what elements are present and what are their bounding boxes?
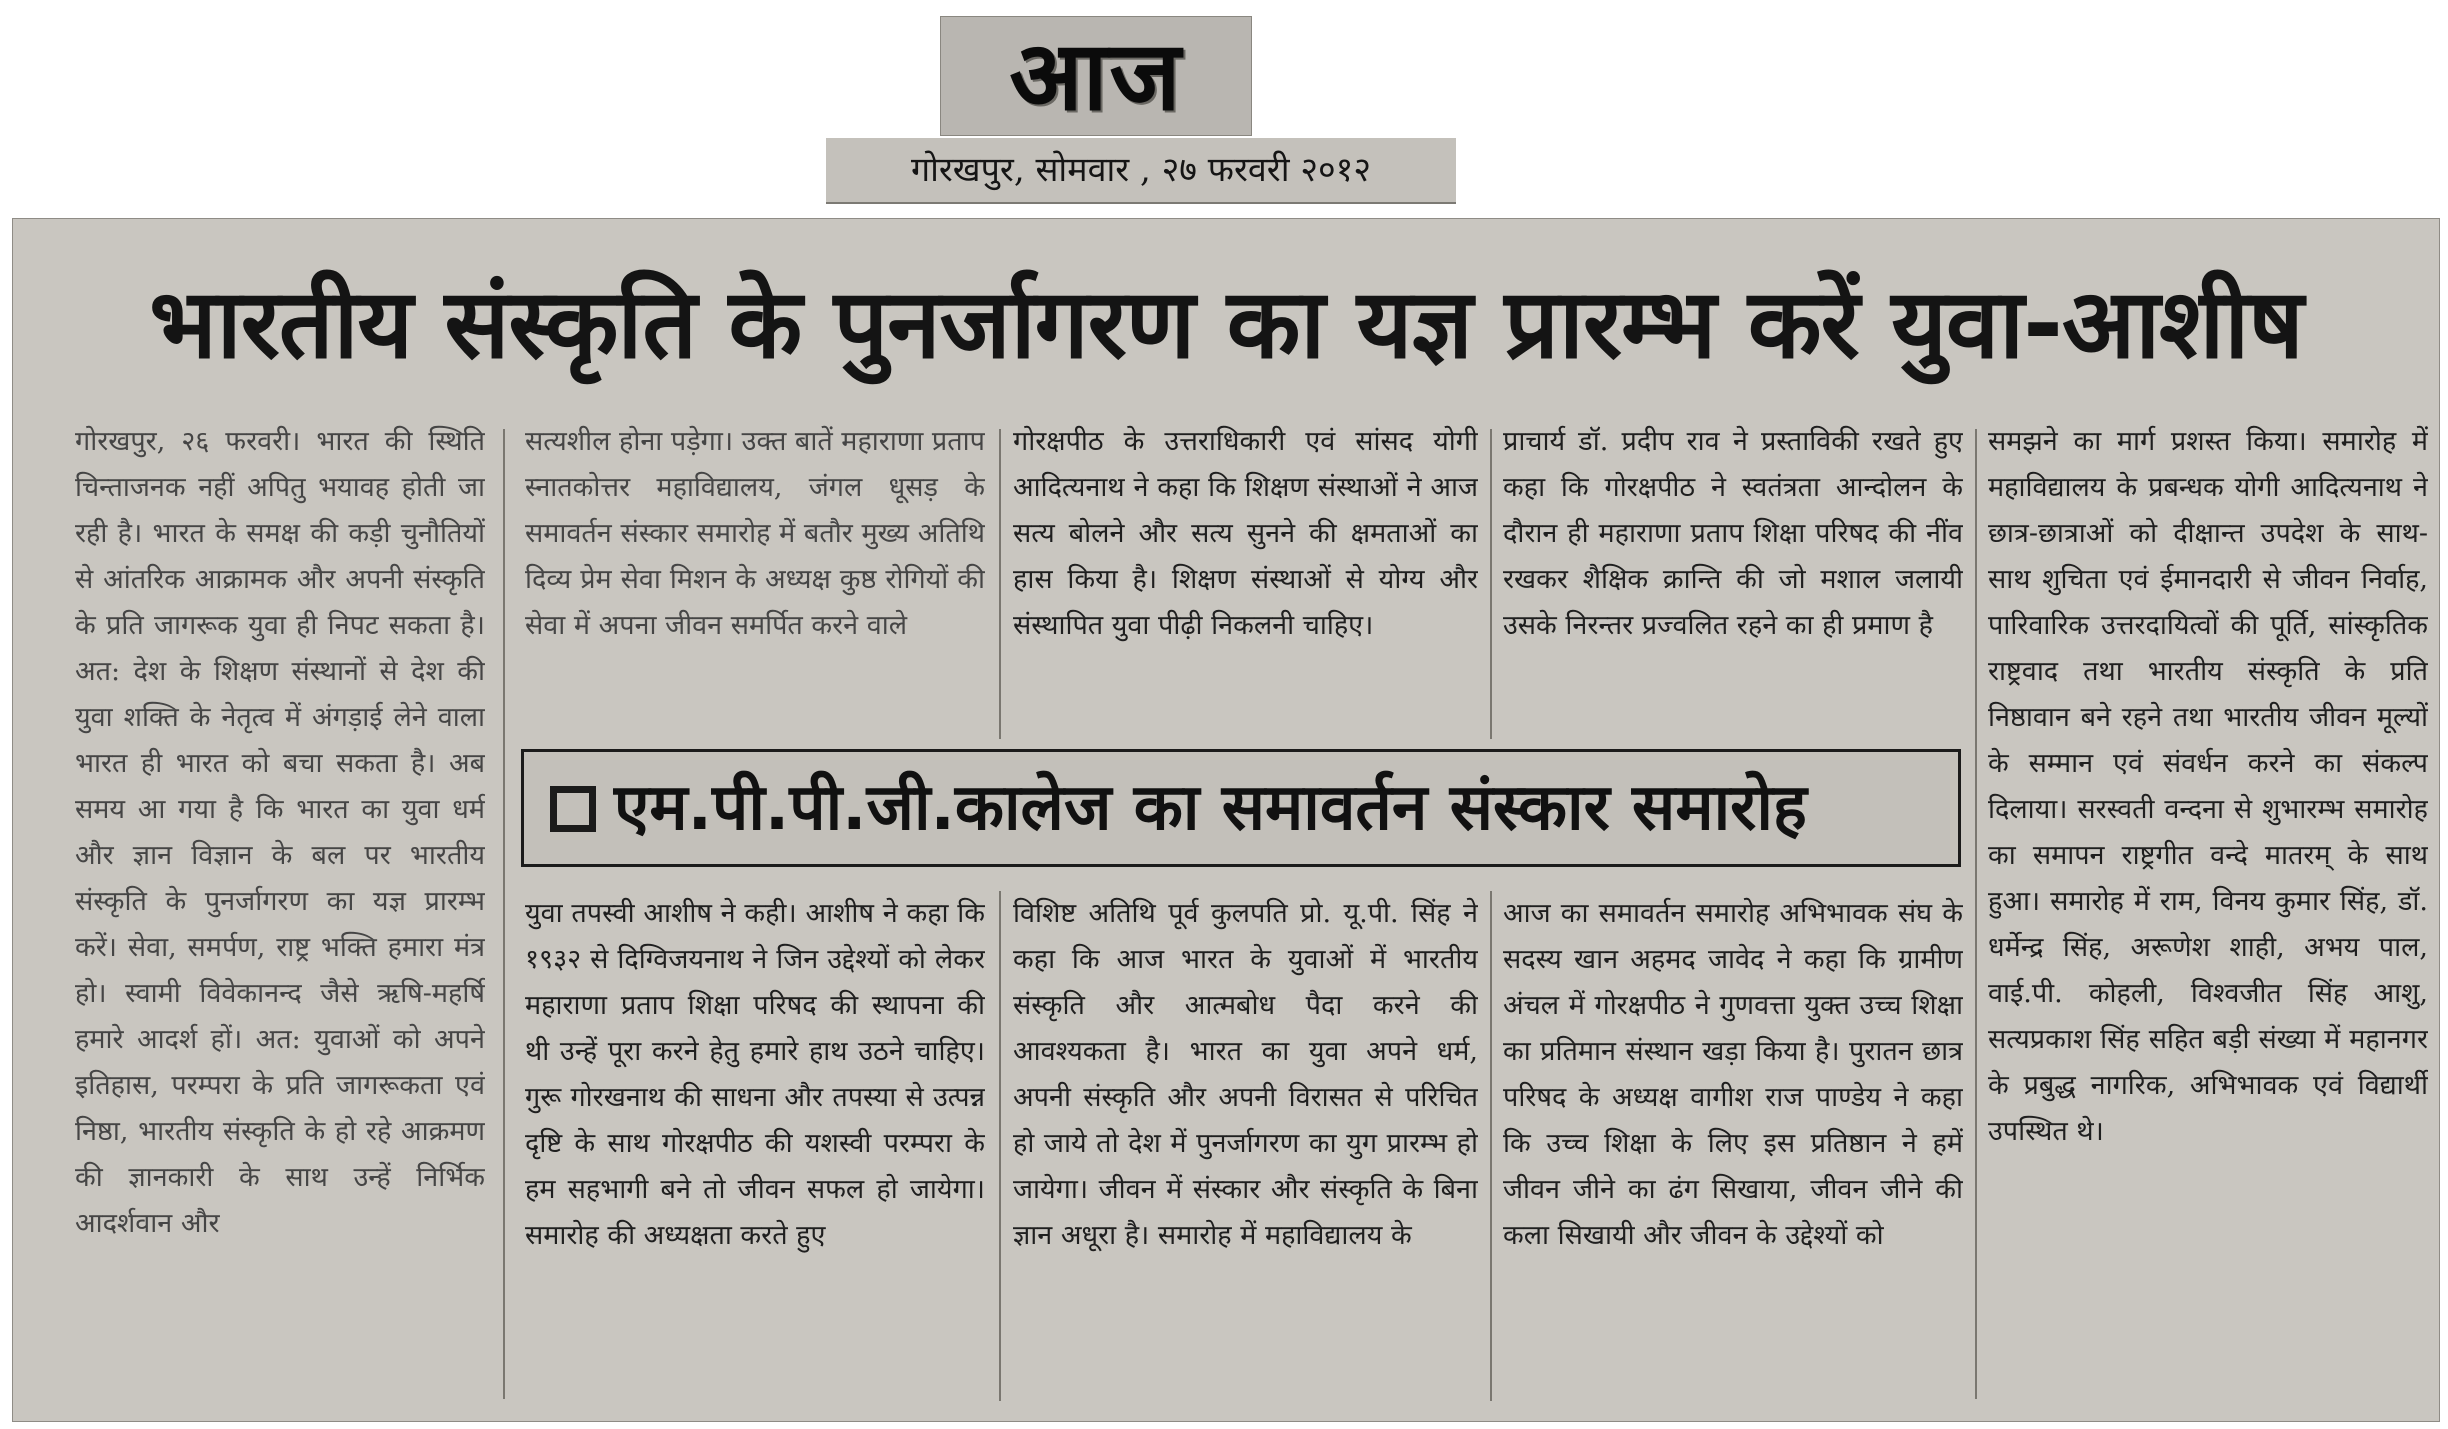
column-divider bbox=[1490, 429, 1492, 739]
subheadline-box bbox=[521, 749, 1961, 867]
column-divider bbox=[999, 891, 1001, 1401]
article-column-1 bbox=[75, 419, 485, 1409]
column-4-bottom-text: आज का समावर्तन समारोह अभिभावक संघ के सदस्य खान अहमद जावेद ने कहा कि ग्रामीण अंचल में गोरक्षपीठ ने गुणवत्ता युक्त उच्च शिक्षा का प्रतिमान संस्थान खड़ा किया है। पुरातन छात्र परिषद के अध्यक्ष वागीश राज पाण्डेय ने कहा कि उच्च शिक्षा के लिए इस प्रतिष्ठान ने हमें जीवन जीने का ढंग सिखाया, जीवन जीने की कला सिखायी और जीवन के उद्देश्यों को bbox=[1503, 898, 1963, 1251]
column-4-top-text: प्राचार्य डॉ. प्रदीप राव ने प्रस्ताविकी रखते हुए कहा कि गोरक्षपीठ ने स्वतंत्रता आन्दोलन के दौरान ही महाराणा प्रताप शिक्षा परिषद की नींव रखकर शैक्षिक क्रान्ति की जो मशाल जलायी उसके निरन्तर प्रज्वलित रहने का ही प्रमाण है bbox=[1503, 426, 1963, 641]
column-divider bbox=[999, 429, 1001, 739]
column-3-top-text: गोरक्षपीठ के उत्तराधिकारी एवं सांसद योगी आदित्यनाथ ने कहा कि शिक्षण संस्थाओं ने आज सत्य बोलने और सत्य सुनने की क्षमताओं का हास किया है। शिक्षण संस्थाओं से योग्य और संस्थापित युवा पीढ़ी निकलनी चाहिए। bbox=[1013, 426, 1478, 641]
article-column-4-top bbox=[1503, 419, 1963, 739]
article-headline: भारतीय संस्कृति के पुनर्जागरण का यज्ञ प्रारम्भ करें युवा-आशीष bbox=[149, 268, 2303, 380]
column-2-top-text: सत्यशील होना पड़ेगा। उक्त बातें महाराणा प्रताप स्नातकोत्तर महाविद्यालय, जंगल धूसड़ के समावर्तन संस्कार समारोह में बतौर मुख्य अतिथि दिव्य प्रेम सेवा मिशन के अध्यक्ष कुष्ठ रोगियों की सेवा में अपना जीवन समर्पित करने वाले bbox=[525, 426, 985, 641]
subheadline: एम.पी.पी.जी.कालेज का समावर्तन संस्कार समारोह bbox=[614, 771, 1807, 845]
masthead-logo bbox=[940, 16, 1252, 136]
column-divider bbox=[503, 429, 505, 1399]
column-1-text: गोरखपुर, २६ फरवरी। भारत की स्थिति चिन्ताजनक नहीं अपितु भयावह होती जा रही है। भारत के समक्ष की कड़ी चुनौतियों से आंतरिक आक्रामक और अपनी संस्कृति के प्रति जागरूक युवा ही निपट सकता है। अत: देश के शिक्षण संस्थानों से देश की युवा शक्ति के नेतृत्व में अंगड़ाई लेने वाला भारत ही भारत को बचा सकता है। अब समय आ गया है कि भारत का युवा धर्म और ज्ञान विज्ञान के बल पर भारतीय संस्कृति के पुनर्जागरण का यज्ञ प्रारम्भ करें। सेवा, समर्पण, राष्ट्र भक्ति हमारा मंत्र हो। स्वामी विवेकानन्द जैसे ऋषि-महर्षि हमारे आदर्श हों। अत: युवाओं को अपने इतिहास, परम्परा के प्रति जागरूकता एवं निष्ठा, भारतीय संस्कृति के हो रहे आक्रमण की ज्ञानकारी के साथ उन्हें निर्भिक आदर्शवान और bbox=[75, 426, 485, 1239]
article-column-3-top bbox=[1013, 419, 1478, 739]
column-divider bbox=[1975, 429, 1977, 1399]
dateline-text: गोरखपुर, सोमवार , २७ फरवरी २०१२ bbox=[910, 150, 1372, 190]
masthead-title: आज bbox=[1009, 19, 1183, 132]
article-column-2-top bbox=[525, 419, 985, 739]
article-column-3-bottom bbox=[1013, 891, 1478, 1411]
article-column-2-bottom bbox=[525, 891, 985, 1411]
article-column-5 bbox=[1988, 419, 2428, 1409]
checkbox-square-icon bbox=[550, 786, 596, 832]
dateline bbox=[826, 138, 1456, 204]
article-column-4-bottom bbox=[1503, 891, 1963, 1411]
column-2-bottom-text: युवा तपस्वी आशीष ने कही। आशीष ने कहा कि १९३२ से दिग्विजयनाथ ने जिन उद्देश्यों को लेकर महाराणा प्रताप शिक्षा परिषद की स्थापना की थी उन्हें पूरा करने हेतु हमारे हाथ उठने चाहिए। गुरू गोरखनाथ की साधना और तपस्या से उत्पन्न दृष्टि के साथ गोरक्षपीठ की यशस्वी परम्परा के हम सहभागी बने तो जीवन सफल हो जायेगा। समारोह की अध्यक्षता करते हुए bbox=[525, 898, 985, 1251]
newspaper-clipping bbox=[12, 218, 2440, 1422]
column-divider bbox=[1490, 891, 1492, 1401]
column-5-text: समझने का मार्ग प्रशस्त किया। समारोह में महाविद्यालय के प्रबन्धक योगी आदित्यनाथ ने छात्र-छात्राओं को दीक्षान्त उपदेश के साथ-साथ शुचिता एवं ईमानदारी से जीवन निर्वाह, पारिवारिक उत्तरदायित्वों की पूर्ति, सांस्कृतिक राष्ट्रवाद तथा भारतीय संस्कृति के प्रति निष्ठावान बने रहने तथा भारतीय जीवन मूल्यों के सम्मान एवं संवर्धन करने का संकल्प दिलाया। सरस्वती वन्दना से शुभारम्भ समारोह का समापन राष्ट्रगीत वन्दे मातरम् के साथ हुआ। समारोह में राम, विनय कुमार सिंह, डॉ. धर्मेन्द्र सिंह, अरूणेश शाही, अभय पाल, वाई.पी. कोहली, विश्वजीत सिंह आशु, सत्यप्रकाश सिंह सहित बड़ी संख्या में महानगर के प्रबुद्ध नागरिक, अभिभावक एवं विद्यार्थी उपस्थित थे। bbox=[1988, 426, 2428, 1147]
column-3-bottom-text: विशिष्ट अतिथि पूर्व कुलपति प्रो. यू.पी. सिंह ने कहा कि आज भारत के युवाओं में भारतीय संस्कृति और आत्मबोध पैदा करने की आवश्यकता है। भारत का युवा अपने धर्म, अपनी संस्कृति और अपनी विरासत से परिचित हो जाये तो देश में पुनर्जागरण का युग प्रारम्भ हो जायेगा। जीवन में संस्कार और संस्कृति के बिना ज्ञान अधूरा है। समारोह में महाविद्यालय के bbox=[1013, 898, 1478, 1251]
